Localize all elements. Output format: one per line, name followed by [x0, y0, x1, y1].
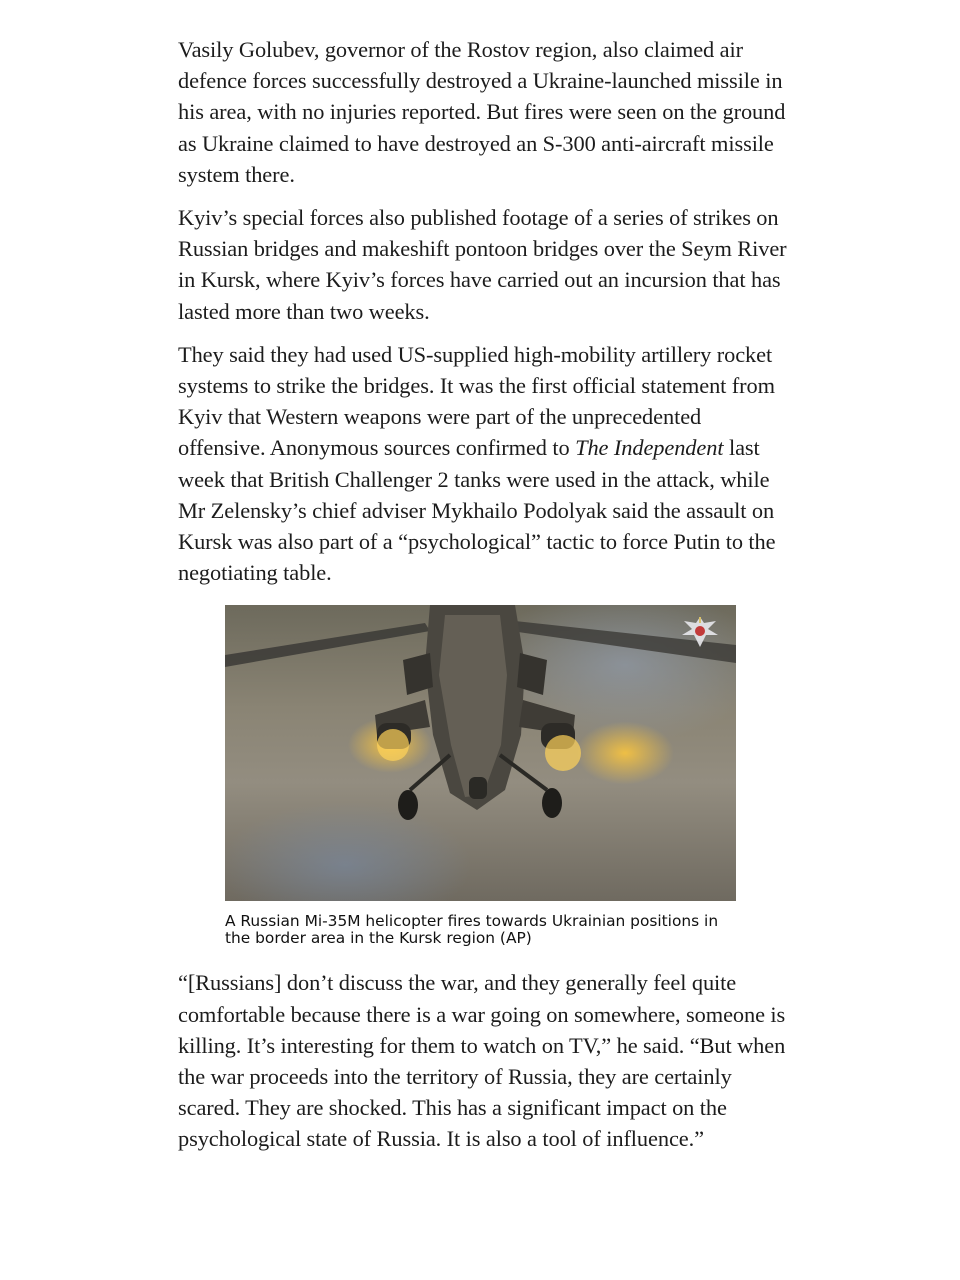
article-figure	[225, 605, 736, 947]
article-continuation	[178, 967, 788, 1154]
paragraph: Kyiv’s special forces also published footage of a series of strikes on Russian bridges and makeshift pontoon bridges over the Seym River in Kursk, where Kyiv’s forces have carried out an incursion that has lasted more than two weeks.	[178, 205, 787, 324]
paragraph-text: They said they had used US-supplied high-mobility artillery rocket systems to strike the bridges. It was the first official statement from Kyiv that Western weapons were part of the unprecedented offensive. Anonymous sources confirmed to	[178, 341, 775, 461]
figure-caption: A Russian Mi-35M helicopter fires towards Ukrainian positions in the border area in the Kursk region (AP)	[225, 912, 719, 948]
paragraph: “[Russians] don’t discuss the war, and they generally feel quite comfortable because there is a war going on somewhere, someone is killing. It’s interesting for them to watch on TV,” he said. “But when the war proceeds into the territory of Russia, they are certainly scared. They are shocked. This has a significant impact on the psychological state of Russia. It is also a tool of influence.”	[178, 970, 786, 1152]
russian-defence-ministry-emblem-icon	[680, 613, 720, 653]
helicopter-photo[interactable]	[225, 605, 736, 901]
paragraph-text: last week that British Challenger 2 tanks were used in the attack, while Mr Zelensky’s chief adviser Mykhailo Podolyak said the assault on Kursk was also part of a “psychological” tactic to force Putin to the negotiating table.	[178, 435, 776, 586]
publication-name: The Independent	[575, 435, 724, 461]
paragraph	[178, 339, 788, 589]
paragraph: Vasily Golubev, governor of the Rostov region, also claimed air defence forces successfully destroyed a Ukraine-launched missile in his area, with no injuries reported. But fires were seen on the ground as Ukraine claimed to have destroyed an S-300 anti-aircraft missile system there.	[178, 37, 786, 187]
helicopter-illustration	[225, 605, 736, 901]
article-body	[178, 34, 788, 1167]
